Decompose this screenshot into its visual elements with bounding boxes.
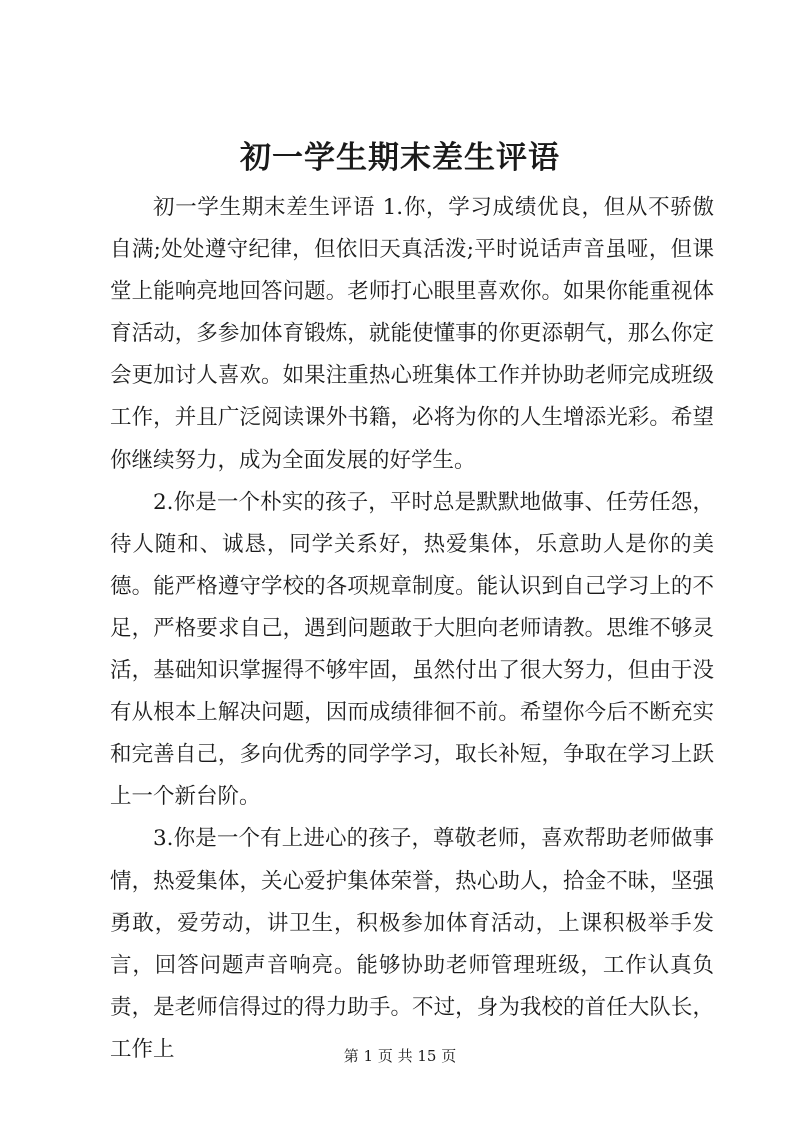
document-title: 初一学生期末差生评语	[240, 140, 560, 176]
paragraph-2: 2.你是一个朴实的孩子，平时总是默默地做事、任劳任怨，待人随和、诚恳，同学关系好，热爱集体，乐意助人是你的美德。能严格遵守学校的各项规章制度。能认识到自己学习上的不足，严格要求自己，遇到问题敢于大胆向老师请教。思维不够灵活，基础知识掌握得不够牢固，虽然付出了很大努力，但由于没有从根本上解决问题，因而成绩徘徊不前。希望你今后不断充实和完善自己，多向优秀的同学学习，取长补短，争取在学习上跃上一个新台阶。	[110, 489, 714, 810]
document-body	[110, 187, 714, 1071]
paragraph-1: 初一学生期末差生评语 1.你，学习成绩优良，但从不骄傲自满;处处遵守纪律，但依旧天真活泼;平时说话声音虽哑，但课堂上能响亮地回答问题。老师打心眼里喜欢你。如果你能重视体育活动，多参加体育锻炼，就能使懂事的你更添朝气，那么你定会更加讨人喜欢。如果注重热心班集体工作并协助老师完成班级工作，并且广泛阅读课外书籍，必将为你的人生增添光彩。希望你继续努力，成为全面发展的好学生。	[110, 195, 714, 473]
paragraph-3: 3.你是一个有上进心的孩子，尊敬老师，喜欢帮助老师做事情，热爱集体，关心爱护集体荣誉，热心助人，拾金不昧，坚强勇敢，爱劳动，讲卫生，积极参加体育活动，上课积极举手发言，回答问题声音响亮。能够协助老师管理班级，工作认真负责，是老师信得过的得力助手。不过，身为我校的首任大队长，工作上	[110, 826, 714, 1062]
page-footer: 第 1 页 共 15 页	[343, 1047, 457, 1065]
